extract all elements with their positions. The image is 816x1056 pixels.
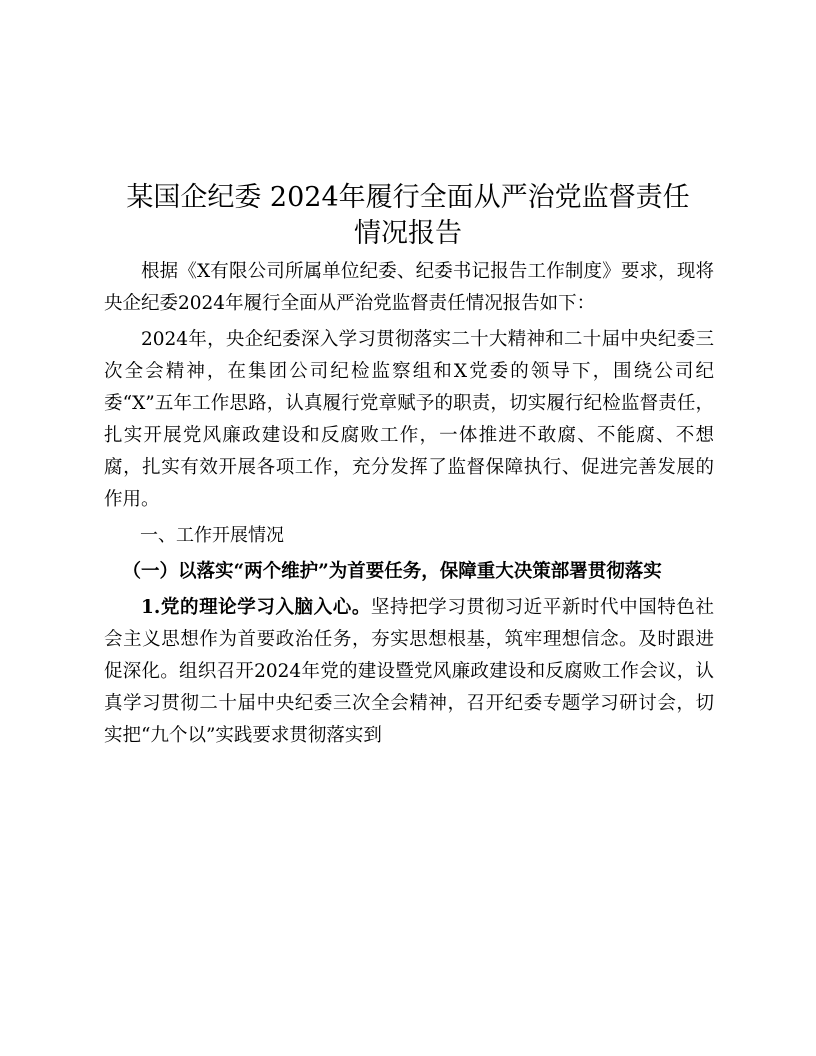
document-body xyxy=(104,256,714,756)
overview-paragraph: 2024年，央企纪委深入学习贯彻落实二十大精神和二十届中央纪委三次全会精神，在集团公司纪检监察组和X党委的领导下，围绕公司纪委“X”五年工作思路，认真履行党章赋予的职责，切实履行纪检监督责任，扎实开展党风廉政建设和反腐败工作，一体推进不敢腐、不能腐、不想腐，扎实有效开展各项工作，充分发挥了监督保障执行、促进完善发展的作用。 xyxy=(104,329,714,510)
intro-paragraph: 根据《X有限公司所属单位纪委、纪委书记报告工作制度》要求，现将央企纪委2024年履行全面从严治党监督责任情况报告如下： xyxy=(104,261,714,314)
item-1-text: 坚持把学习贯彻习近平新时代中国特色社会主义思想作为首要政治任务，夯实思想根基，筑牢理想信念。及时跟进促深化。组织召开2024年党的建设暨党风廉政建设和反腐败工作会议，认真学习贯彻二十届中央纪委三次全会精神，召开纪委专题学习研讨会，切实把“九个以”实践要求贯彻落实到 xyxy=(104,597,714,746)
item-1-paragraph xyxy=(104,592,714,752)
document-title xyxy=(100,180,716,252)
section-heading-1: 一、工作开展情况 xyxy=(140,525,284,546)
item-1-lead: 1.党的理论学习入脑入心。 xyxy=(141,597,371,618)
document-title-line-2: 情况报告 xyxy=(354,218,462,249)
subsection-heading-1: （一）以落实“两个维护”为首要任务，保障重大决策部署贯彻落实 xyxy=(122,561,662,582)
document-title-line-1: 某国企纪委 2024年履行全面从严治党监督责任 xyxy=(126,182,690,213)
